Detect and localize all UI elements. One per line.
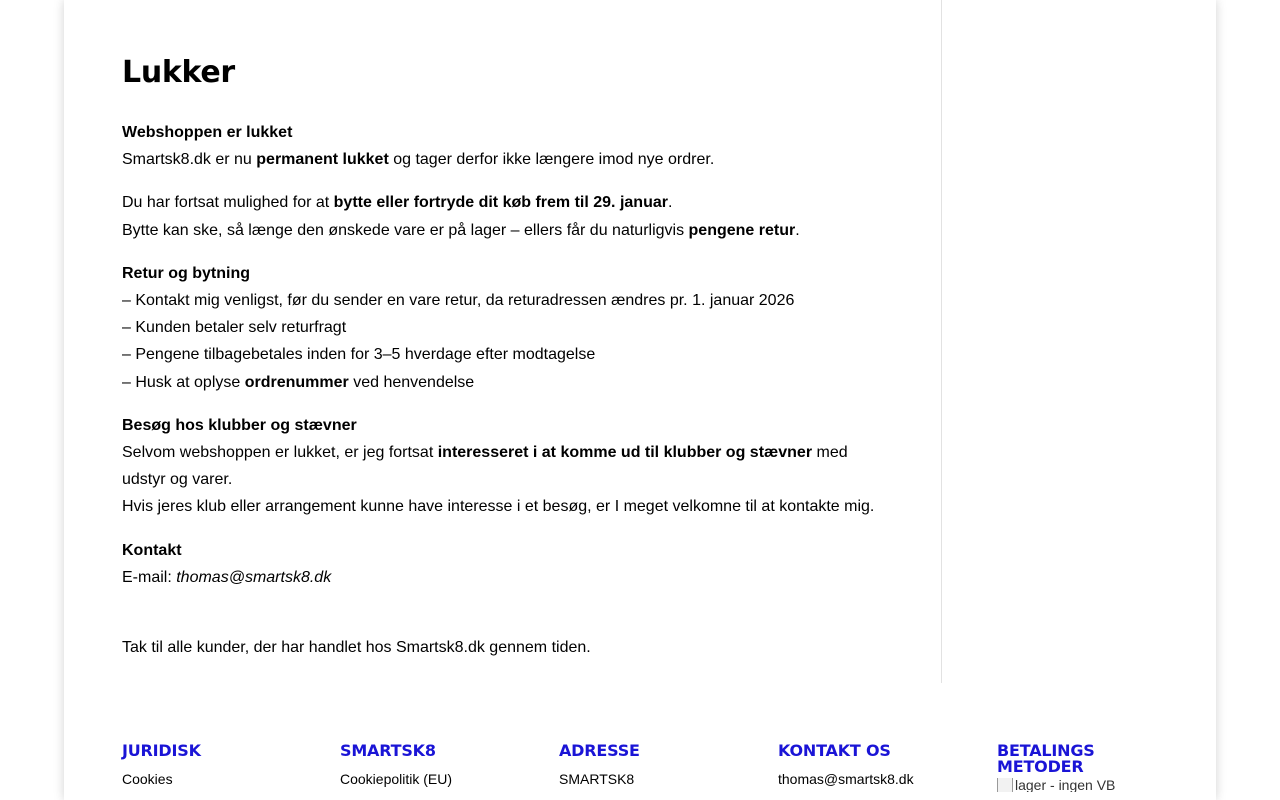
broken-image-icon	[997, 778, 1013, 792]
section-closed-heading: Webshoppen er lukket	[122, 124, 293, 141]
footer-col-juridisk	[122, 743, 312, 788]
section-exchange	[122, 189, 892, 243]
text-emphasis: interesseret i at komme ud til klubber og stævner	[437, 444, 813, 462]
footer-col-smartsk8	[340, 743, 530, 788]
footer-heading-juridisk: JURIDISK	[122, 741, 201, 760]
text-emphasis: bytte eller fortryde dit køb frem til 29. januar	[333, 194, 668, 212]
section-contact	[122, 537, 892, 591]
text-fragment: og tager derfor ikke længere imod nye ordrer.	[388, 151, 715, 169]
footer-col-adresse	[559, 743, 749, 788]
footer-link-cookies[interactable]: Cookies	[122, 771, 173, 787]
text-fragment: .	[667, 194, 673, 212]
returns-item	[122, 369, 892, 396]
text-emphasis: permanent lukket	[256, 151, 389, 169]
text-fragment: Selvom webshoppen er lukket, er jeg fortsat	[122, 444, 438, 462]
footer-link-cookiepolitik[interactable]: Cookiepolitik (EU)	[340, 771, 453, 787]
sidebar-divider	[941, 0, 942, 683]
section-contact-heading: Kontakt	[122, 541, 182, 559]
email-label: E-mail:	[122, 568, 177, 586]
contact-email-line	[122, 564, 892, 591]
section-visit-line2: Hvis jeres klub eller arrangement kunne have interesse i et besøg, er I meget velkomne til at kontakte mig.	[122, 498, 875, 516]
section-closed-text	[122, 146, 892, 173]
section-returns	[122, 260, 892, 396]
returns-item: – Kunden betaler selv returfragt	[122, 319, 347, 337]
spacer	[122, 607, 892, 634]
section-visit-heading: Besøg hos klubber og stævner	[122, 416, 357, 434]
contact-email[interactable]: thomas@smartsk8.dk	[176, 568, 332, 586]
footer-address-text: SMARTSK8	[559, 771, 635, 787]
text-fragment: med udstyr og varer.	[122, 444, 848, 489]
section-thanks	[122, 634, 892, 661]
text-fragment: Smartsk8.dk er nu	[122, 151, 257, 169]
payment-methods-image	[997, 778, 1127, 792]
footer-heading-betaling: BETALINGS METODER	[997, 741, 1095, 776]
text-fragment: Du har fortsat mulighed for at	[122, 194, 334, 212]
footer-contact-email[interactable]: thomas@smartsk8.dk	[778, 771, 914, 787]
section-visit	[122, 412, 892, 521]
section-exchange-line2	[122, 217, 892, 244]
section-closed	[122, 119, 892, 173]
text-emphasis: ordrenummer	[244, 373, 349, 391]
footer-heading-adresse: ADRESSE	[559, 741, 640, 760]
payment-image-alt: lager - ingen VB	[1015, 778, 1116, 792]
text-fragment: ved henvendelse	[348, 373, 475, 391]
thanks-text: Tak til alle kunder, der har handlet hos Smartsk8.dk gennem tiden.	[122, 639, 591, 657]
returns-item: – Pengene tilbagebetales inden for 3–5 hverdage efter modtagelse	[122, 346, 596, 364]
footer-heading-kontakt: KONTAKT OS	[778, 741, 891, 760]
main-content	[122, 55, 892, 677]
section-exchange-line1	[122, 189, 892, 216]
returns-item: – Kontakt mig venligst, før du sender en vare retur, da returadressen ændres pr. 1. januar 2026	[122, 292, 795, 310]
text-emphasis: pengene retur	[688, 221, 796, 239]
footer-col-kontakt	[778, 743, 968, 788]
footer-heading-smartsk8: SMARTSK8	[340, 741, 436, 760]
page-title: Lukker	[122, 55, 235, 90]
text-fragment: Bytte kan ske, så længe den ønskede vare er på lager – ellers får du naturligvis	[122, 221, 689, 239]
text-fragment: – Husk at oplyse	[122, 373, 245, 391]
section-visit-line1	[122, 439, 892, 493]
section-returns-heading: Retur og bytning	[122, 264, 250, 282]
footer-col-betaling	[997, 743, 1147, 797]
page-container	[64, 0, 1216, 800]
text-fragment: .	[795, 221, 800, 239]
